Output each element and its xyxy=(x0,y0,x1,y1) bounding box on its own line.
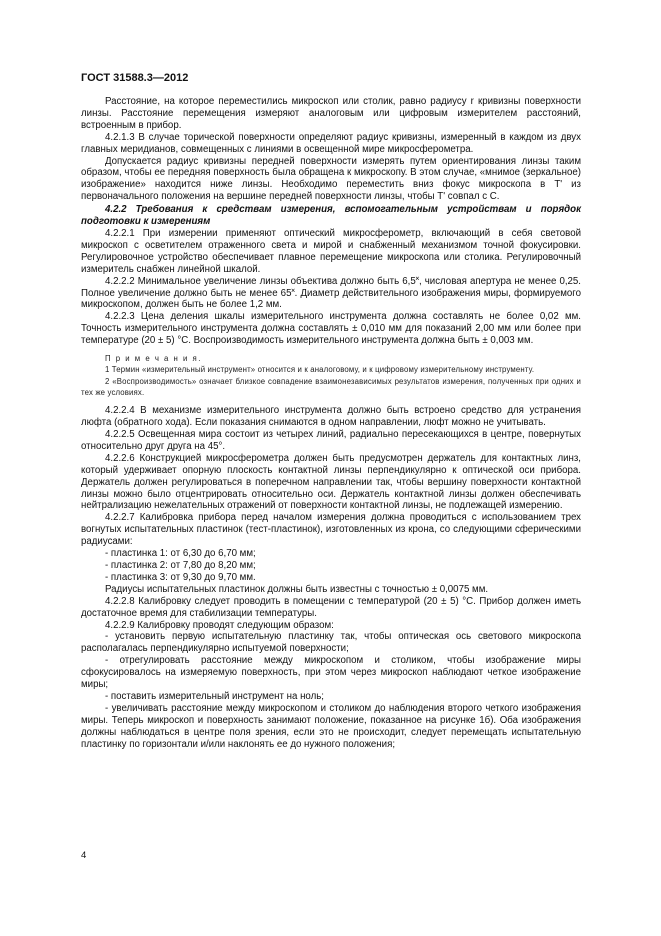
paragraph: Допускается радиус кривизны передней поверхности измерять путем ориентирования линзы таким образом, чтобы ее передняя поверхность была обращена к микроскопу. В этом случае, «мнимое (зеркальное) изображение» находится ниже линзы. Необходимо переместить вниз фокус микроскопа в T' из первоначального положения на вершине передней поверхности линзы, чтобы T' совпал с C. xyxy=(81,155,581,203)
paragraph: 4.2.1.3 В случае торической поверхности определяют радиус кривизны, измеренный в каждом из двух главных меридианов, совмещенных с линиями в освещенной мире микросферометра. xyxy=(81,131,581,155)
paragraph: Радиусы испытательных пластинок должны быть известны с точностью ± 0,0075 мм. xyxy=(105,583,489,595)
paragraph: 4.2.2.1 При измерении применяют оптический микросферометр, включающий в себя световой микроскоп с осветителем отраженного света и мирой и снабженный механизмом точной фокусировки. Регулировочное устройство обеспечивает плавное перемещение микроскопа или столика. Регулировочный измеритель снабжен линейной шкалой. xyxy=(81,227,581,275)
paragraph: 4.2.2.9 Калибровку проводят следующим образом: xyxy=(105,619,334,631)
note-item: 2 «Воспроизводимость» означает близкое совпадение взаимонезависимых результатов измерения, полученных при одних и тех же условиях. xyxy=(81,376,581,397)
document-header: ГОСТ 31588.3—2012 xyxy=(81,72,189,84)
paragraph: 4.2.2.3 Цена деления шкалы измерительного инструмента должна составлять не более 0,02 мм. Точность измерительного инструмента должна составлять ± 0,010 мм для показаний 2,00 мм или более при температуре (20 ± 5) °С. Воспроизводимость измерительного инструмента должна быть ± 0,003 мм. xyxy=(81,311,581,347)
paragraph: 4.2.2.4 В механизме измерительного инструмента должно быть встроено средство для устранения люфта (обратного хода). Если показания снимаются в одном направлении, люфт можно не учитывать. xyxy=(81,405,581,429)
paragraph: 4.2.2.6 Конструкцией микросферометра должен быть предусмотрен держатель для контактных линз, который удерживает опорную плоскость контактной линзы перпендикулярно к оптической оси прибора. Держатель должен регулироваться в поперечном направлении так, чтобы вершину поверхности контактной линзы можно было отцентрировать относительно оси. Держатель контактной линзы должен обеспечивать нейтрализацию нежелательных отражений от поверхности контактной линзы, не подлежащей измерению. xyxy=(81,452,581,512)
list-item: - пластинка 3: от 9,30 до 9,70 мм. xyxy=(105,571,256,583)
paragraph: 4.2.2.5 Освещенная мира состоит из четырех линий, радиально пересекающихся в центре, повернутых относительно друг друга на 45°. xyxy=(81,429,581,452)
list-item: - установить первую испытательную пластинку так, чтобы оптическая ось светового микроскопа располагалась перпендикулярно испытуемой поверхности; xyxy=(81,631,581,655)
list-item: - пластинка 2: от 7,80 до 8,20 мм; xyxy=(105,560,256,571)
list-item: - отрегулировать расстояние между микроскопом и столиком, чтобы изображение миры сфокусировалось на измеряемую поверхность, при этом через микроскоп наблюдают четкое изображение миры; xyxy=(81,655,581,691)
list-item: - пластинка 1: от 6,30 до 6,70 мм; xyxy=(105,548,256,560)
paragraph: Расстояние, на которое переместились микроскоп или столик, равно радиусу r кривизны поверхности линзы. Расстояние перемещения измеряют аналоговым или цифровым измерителем расстояний, встроенным в прибор. xyxy=(81,96,581,131)
list-item: - увеличивать расстояние между микроскопом и столиком до наблюдения второго четкого изображения миры. Теперь микроскоп и поверхность занимают положение, показанное на рисунке 1б). Оба изображения должны наблюдаться в центре поля зрения, если это не происходит, следует перемещать испытательную пластинку по горизонтали и/или наклонять ее до нужного положения; xyxy=(81,702,581,750)
page-number: 4 xyxy=(81,850,87,861)
section-heading: 4.2.2 Требования к средствам измерения, вспомогательным устройствам и порядок подготовки к измерениям xyxy=(81,204,581,228)
notes-title: П р и м е ч а н и я. xyxy=(105,354,202,364)
paragraph: 4.2.2.7 Калибровка прибора перед началом измерения должна проводиться с использованием трех вогнутых испытательных пластинок (тест-пластинок), изготовленных из крона, со следующими сферическими радиусами: xyxy=(81,512,581,548)
list-item: - поставить измерительный инструмент на ноль; xyxy=(105,690,324,702)
paragraph: 4.2.2.8 Калибровку следует проводить в помещении с температурой (20 ± 5) °С. Прибор должен иметь достаточное время для стабилизации температуры. xyxy=(81,595,581,619)
notes-block xyxy=(81,353,581,398)
document-body xyxy=(81,96,581,751)
note-item: 1 Термин «измерительный инструмент» относится и к аналоговому, и к цифровому измерительному инструменту. xyxy=(105,365,535,375)
paragraph: 4.2.2.2 Минимальное увеличение линзы объектива должно быть 6,5˟, числовая апертура не менее 0,25. Полное увеличение должно быть не менее 65˟. Диаметр действительного изображения миры, формируемого микроскопом, должен быть не более 1,2 мм. xyxy=(81,275,581,311)
